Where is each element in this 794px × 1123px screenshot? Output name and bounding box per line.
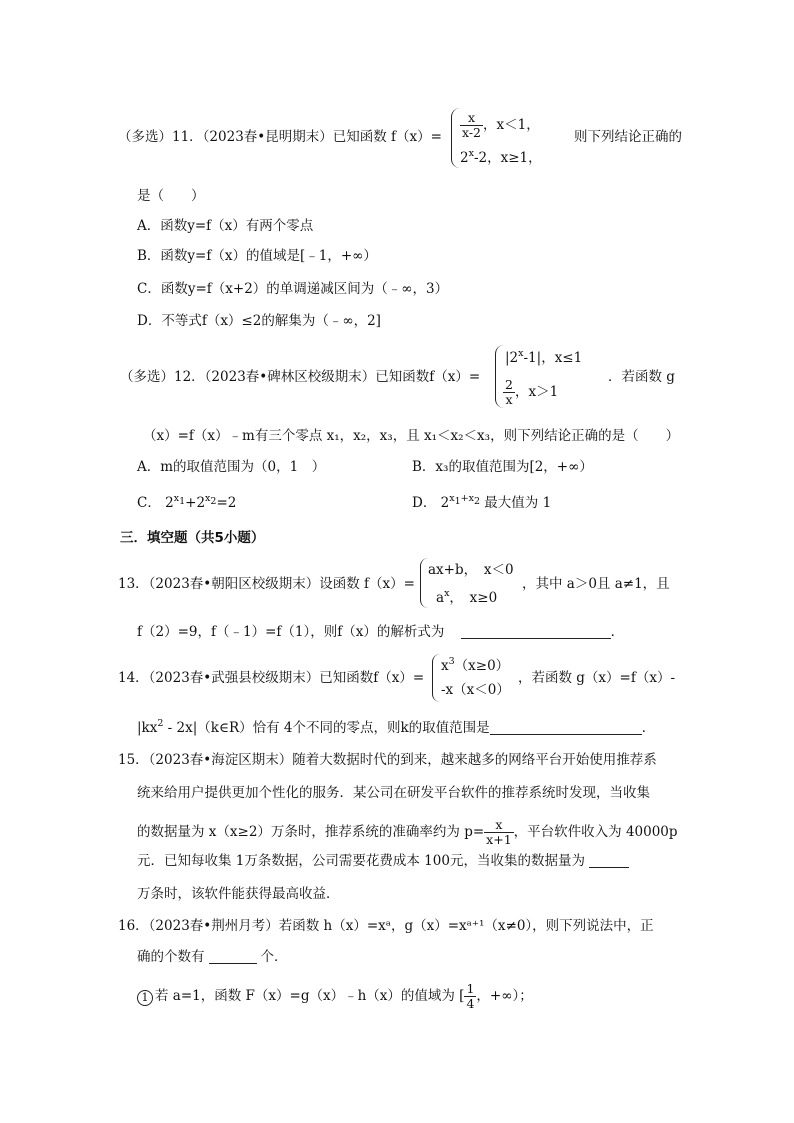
q12-case-1: |2$^x$-1|，x≤1 [505, 348, 583, 366]
q12-option-b: B．x₃的取值范围为[2，+∞） [412, 459, 593, 475]
q14-stem: 14．（2023春•武强县校级期末）已知函数f（x）= [118, 670, 425, 686]
q13-stem-end: ，其中 a＞0且 a≠1，且 [522, 576, 670, 592]
q15-answer-blank[interactable] [589, 853, 629, 868]
q15-line-5: 万条时，该软件能获得最高收益． [137, 886, 340, 902]
section-fill-in-header: 三．填空题（共5小题） [120, 530, 265, 546]
q15-line-1: 15．（2023春•海淀区期末）随着大数据时代的到来，越来越多的网络平台开始使用推荐系 [118, 752, 657, 768]
q14-case-1: $x^3(x\ge 0)$ [441, 656, 510, 674]
q12-stem: （多选）12．（2023春•碑林区校级期末）已知函数f（x）= [120, 369, 481, 385]
q16-line-1: 16．（2023春•荆州月考）若函数 h（x）=xᵃ，g（x）=xᵃ⁺¹（x≠0），则下列说法中，正 [118, 918, 654, 934]
circled-number-icon: 1 [137, 990, 153, 1006]
q15-line-3: 的数据量为 x（x≥2）万条时，推荐系统的准确率约为 p= $\frac{x}{x+1}$ ，平台软件收入为 40000p [137, 817, 678, 847]
q11-stem-end: 则下列结论正确的 [574, 129, 682, 145]
q15-line-2: 统来给用户提供更加个性化的服务．某公司在研发平台软件的推荐系统时发现，当收集 [137, 785, 650, 801]
q12-option-d: D． $2^{x_1+x_2}$ 最大值为 1 [412, 493, 552, 511]
q12-option-d-math: $2^{x_1+x_2}$ [440, 493, 480, 511]
q11-case-2: 2$^x$-2，x≥1， [460, 148, 542, 166]
q14-case-2: -x（x＜0） [441, 682, 510, 698]
q13-case-2: $a^x$， x≥0 [436, 588, 498, 606]
q11-stem-cont: 是（ ） [137, 188, 205, 204]
q13-stem: 13．（2023春•朝阳区校级期末）设函数 f（x）= [118, 576, 415, 592]
q11-stem: （多选）11．（2023春•昆明期末）已知函数 f（x）= [118, 129, 442, 145]
q11-option-c: C．函数y=f（x+2）的单调递减区间为（﹣∞，3） [137, 281, 449, 297]
q13-stem-cont: f（2）=9，f（﹣1）=f（1），则f（x）的解析式为 ． [137, 624, 625, 640]
q12-option-c: C． $2^{x_1}+2^{x_2}=2$ [137, 493, 237, 511]
q11-case-1: $\frac{x}{x-2}$ ，x＜1， [462, 110, 540, 140]
q14-brace [432, 654, 440, 702]
q16-item-1: 1 若 a=1，函数 F（x）=g（x）﹣h（x）的值域为 [ $\frac{1}{4}$ ，+∞）； [137, 982, 533, 1011]
q12-stem-cont: （x）=f（x）﹣m有三个零点 x₁，x₂，x₃，且 x₁＜x₂＜x₃，则下列结论正确的是（ ） [143, 428, 680, 444]
q16-answer-blank[interactable] [209, 949, 257, 964]
q11-brace [451, 108, 460, 168]
q14-stem-cont: $|kx^2$ - 2x|（k∈R）恰有 4个不同的零点，则k的取值范围是 ． [137, 718, 656, 736]
q14-stem-end: ，若函数 g（x）=f（x）- [518, 670, 676, 686]
q12-option-c-math: $2^{x_1}+2^{x_2}=2$ [165, 493, 237, 511]
q12-option-a: A．m的取值范围为（0，1 ） [137, 459, 326, 475]
q14-answer-blank[interactable] [490, 720, 642, 735]
q13-brace [420, 558, 428, 608]
q13-case-1: ax+b， x＜0 [428, 562, 514, 578]
q13-answer-blank[interactable] [461, 624, 611, 639]
q15-line-4: 元．已知每收集 1万条数据，公司需要花费成本 100元，当收集的数据量为 [137, 851, 629, 871]
q11-option-b: B．函数y=f（x）的值域是[﹣1，+∞） [137, 248, 377, 264]
q16-line-2: 确的个数有 个． [137, 949, 288, 965]
q11-option-a: A．函数y=f（x）有两个零点 [137, 218, 314, 234]
q12-case-2: $\frac{2}{x}$ ，x＞1 [505, 377, 559, 407]
q12-stem-end: ．若函数 g [608, 369, 675, 385]
q11-option-d: D．不等式f（x）≤2的解集为（﹣∞，2] [137, 313, 381, 329]
